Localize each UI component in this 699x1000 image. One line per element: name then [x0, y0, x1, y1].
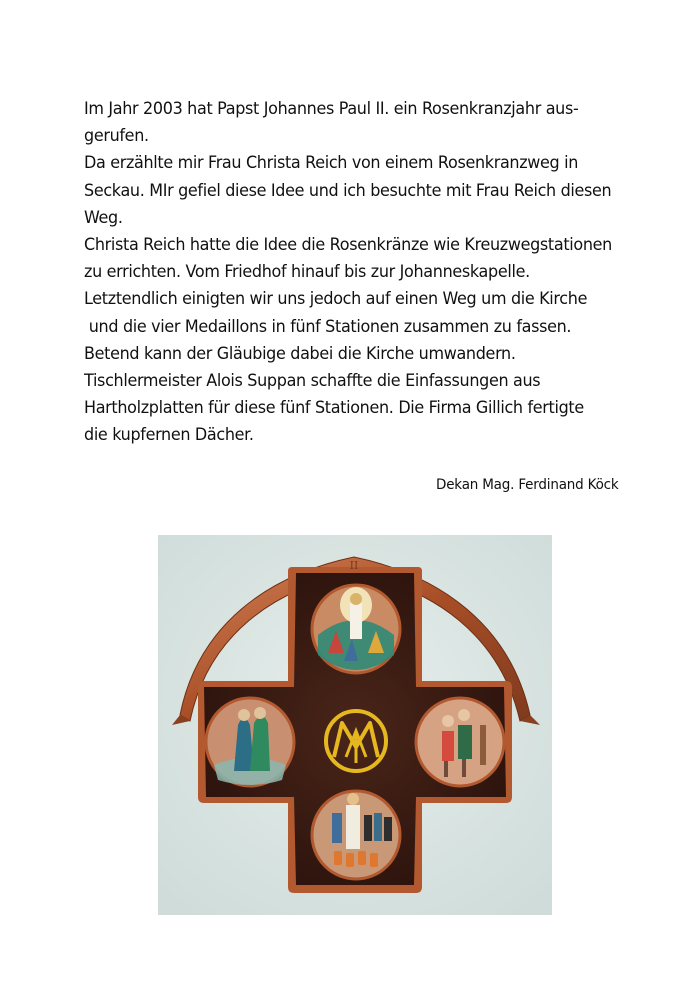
- medallion-right: [416, 698, 504, 786]
- body-line: die kupfernen Dächer.: [84, 425, 254, 446]
- rosary-station-photo: [158, 535, 552, 915]
- body-line: Weg.: [84, 207, 123, 228]
- body-line: Tischlermeister Alois Suppan schaffte die Einfassungen aus: [84, 371, 541, 392]
- body-line: Christa Reich hatte die Idee die Rosenkränze wie Kreuzwegstationen: [84, 235, 612, 256]
- medallion-bottom: [312, 791, 400, 879]
- body-line: Im Jahr 2003 hat Papst Johannes Paul II. ein Rosenkranzjahr aus-: [84, 99, 579, 119]
- body-line: Da erzählte mir Frau Christa Reich von einem Rosenkranzweg in: [84, 153, 579, 174]
- medallion-top: [312, 585, 400, 673]
- body-text: [84, 96, 633, 450]
- medallion-left: [206, 698, 294, 786]
- signature: Dekan Mag. Ferdinand Köck: [436, 477, 619, 493]
- body-line: Letztendlich einigten wir uns jedoch auf einen Weg um die Kirche: [84, 289, 588, 310]
- body-line: Seckau. MIr gefiel diese Idee und ich besuchte mit Frau Reich diesen: [84, 180, 612, 201]
- body-line: und die vier Medaillons in fünf Stationen zusammen zu fassen.: [84, 316, 572, 337]
- body-line: gerufen.: [84, 126, 149, 147]
- body-line: zu errichten. Vom Friedhof hinauf bis zur Johanneskapelle.: [84, 262, 530, 283]
- body-line: Betend kann der Gläubige dabei die Kirche umwandern.: [84, 343, 516, 364]
- roof-numeral: II: [349, 559, 359, 572]
- body-line: Hartholzplatten für diese fünf Stationen. Die Firma Gillich fertigte: [84, 398, 584, 419]
